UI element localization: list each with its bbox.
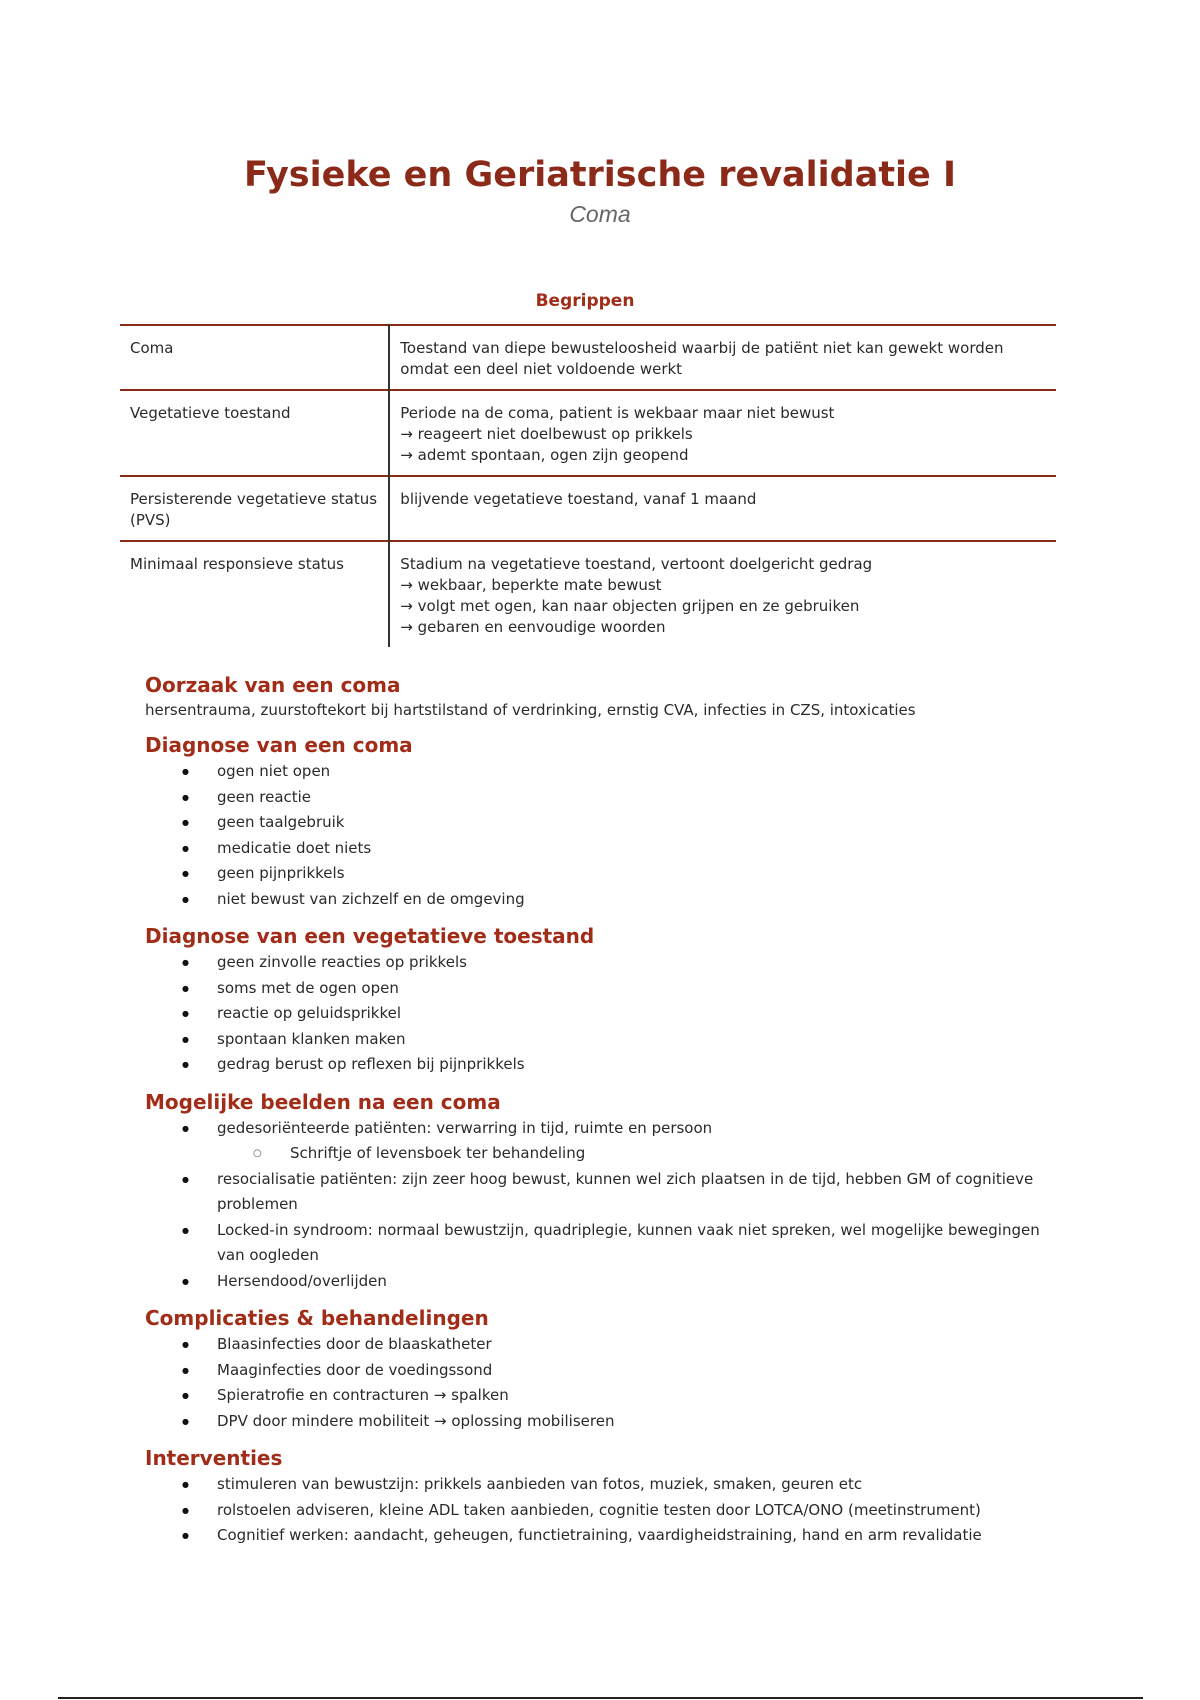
section-heading: Diagnose van een coma [145, 733, 413, 757]
definition-line: → volgt met ogen, kan naar objecten grijpen en ze gebruiken [400, 597, 860, 615]
section-heading: Oorzaak van een coma [145, 673, 401, 697]
section-complicaties [145, 1306, 1055, 1434]
definition-cell [389, 476, 1056, 541]
term-cell: Minimaal responsieve status [120, 541, 389, 647]
page-subtitle: Coma [569, 201, 631, 227]
definition-line: → ademt spontaan, ogen zijn geopend [400, 446, 689, 464]
list-item: ● gedesoriënteerde patiënten: verwarring in tijd, ruimte en persoon [145, 1116, 1055, 1142]
list-item: ● Spieratrofie en contracturen → spalken [145, 1383, 1055, 1409]
list-item: ● rolstoelen adviseren, kleine ADL taken aanbieden, cognitie testen door LOTCA/ONO (meetinstrument) [145, 1498, 1055, 1524]
sub-list-item: ○ Schriftje of levensboek ter behandeling [145, 1141, 1055, 1167]
definition-line: → reageert niet doelbewust op prikkels [400, 425, 693, 443]
definition-line: Periode na de coma, patient is wekbaar maar niet bewust [400, 404, 835, 422]
definition-line: Toestand van diepe bewusteloosheid waarbij de patiënt niet kan gewekt worden [400, 339, 1004, 357]
section-interventies [145, 1446, 1055, 1549]
bullet-list [145, 759, 1055, 912]
definition-line: → wekbaar, beperkte mate bewust [400, 576, 662, 594]
bullet-list [145, 1332, 1055, 1434]
table-row [120, 476, 1056, 541]
list-item: ● spontaan klanken maken [145, 1027, 1055, 1053]
section-heading: Complicaties & behandelingen [145, 1306, 489, 1330]
table-row [120, 541, 1056, 647]
list-item: ● geen reactie [145, 785, 1055, 811]
definition-cell [389, 390, 1056, 476]
definition-line: → gebaren en eenvoudige woorden [400, 618, 666, 636]
table-row [120, 390, 1056, 476]
definitions-table [120, 324, 1056, 647]
page-title: Fysieke en Geriatrische revalidatie I [244, 155, 956, 195]
definition-cell [389, 541, 1056, 647]
section-oorzaak [145, 673, 1055, 721]
definition-cell [389, 325, 1056, 390]
list-item: ● stimuleren van bewustzijn: prikkels aanbieden van fotos, muziek, smaken, geuren etc [145, 1472, 1055, 1498]
list-item: ● Cognitief werken: aandacht, geheugen, functietraining, vaardigheidstraining, hand en arm revalidatie [145, 1523, 1055, 1549]
list-item: ● geen zinvolle reacties op prikkels [145, 950, 1055, 976]
section-diagnose-coma [145, 733, 1055, 912]
list-item: ● geen pijnprikkels [145, 861, 1055, 887]
list-item: ● soms met de ogen open [145, 976, 1055, 1002]
list-item: ● gedrag berust op reflexen bij pijnprikkels [145, 1052, 1055, 1078]
bullet-list [145, 1472, 1055, 1549]
list-item: ● medicatie doet niets [145, 836, 1055, 862]
definition-line: blijvende vegetatieve toestand, vanaf 1 maand [400, 490, 757, 508]
bullet-list [145, 950, 1055, 1078]
section-heading: Mogelijke beelden na een coma [145, 1089, 501, 1114]
list-item: ● geen taalgebruik [145, 810, 1055, 836]
term-cell: Persisterende vegetatieve status (PVS) [120, 476, 389, 541]
section-diagnose-vegetatief [145, 924, 1055, 1078]
definition-line: omdat een deel niet voldoende werkt [400, 360, 683, 378]
term-cell: Coma [120, 325, 389, 390]
notes-content [145, 673, 1055, 1561]
table-row [120, 325, 1056, 390]
list-item: ● niet bewust van zichzelf en de omgeving [145, 887, 1055, 913]
bullet-list [145, 1116, 1055, 1295]
section-heading: Interventies [145, 1446, 283, 1470]
section-beelden [145, 1090, 1055, 1295]
definition-line: Stadium na vegetatieve toestand, vertoont doelgericht gedrag [400, 555, 873, 573]
section-heading: Diagnose van een vegetatieve toestand [145, 924, 595, 948]
term-cell: Vegetatieve toestand [120, 390, 389, 476]
list-item: ● Hersendood/overlijden [145, 1269, 1055, 1295]
list-item: ● ogen niet open [145, 759, 1055, 785]
list-item: ● Maaginfecties door de voedingssond [145, 1358, 1055, 1384]
list-item: ● Locked-in syndroom: normaal bewustzijn, quadriplegie, kunnen vaak niet spreken, wel mogelijke bewegingen van oogleden [145, 1218, 1055, 1269]
footer-divider [58, 1697, 1143, 1699]
list-item: ● DPV door mindere mobiliteit → oplossing mobiliseren [145, 1409, 1055, 1435]
table-heading: Begrippen [535, 291, 635, 311]
list-item: ● Blaasinfecties door de blaaskatheter [145, 1332, 1055, 1358]
list-item: ● reactie op geluidsprikkel [145, 1001, 1055, 1027]
section-text: hersentrauma, zuurstoftekort bij hartstilstand of verdrinking, ernstig CVA, infecties in CZS, intoxicaties [145, 701, 916, 719]
list-item: ● resocialisatie patiënten: zijn zeer hoog bewust, kunnen wel zich plaatsen in de tijd, hebben GM of cognitieve problemen [145, 1167, 1055, 1218]
